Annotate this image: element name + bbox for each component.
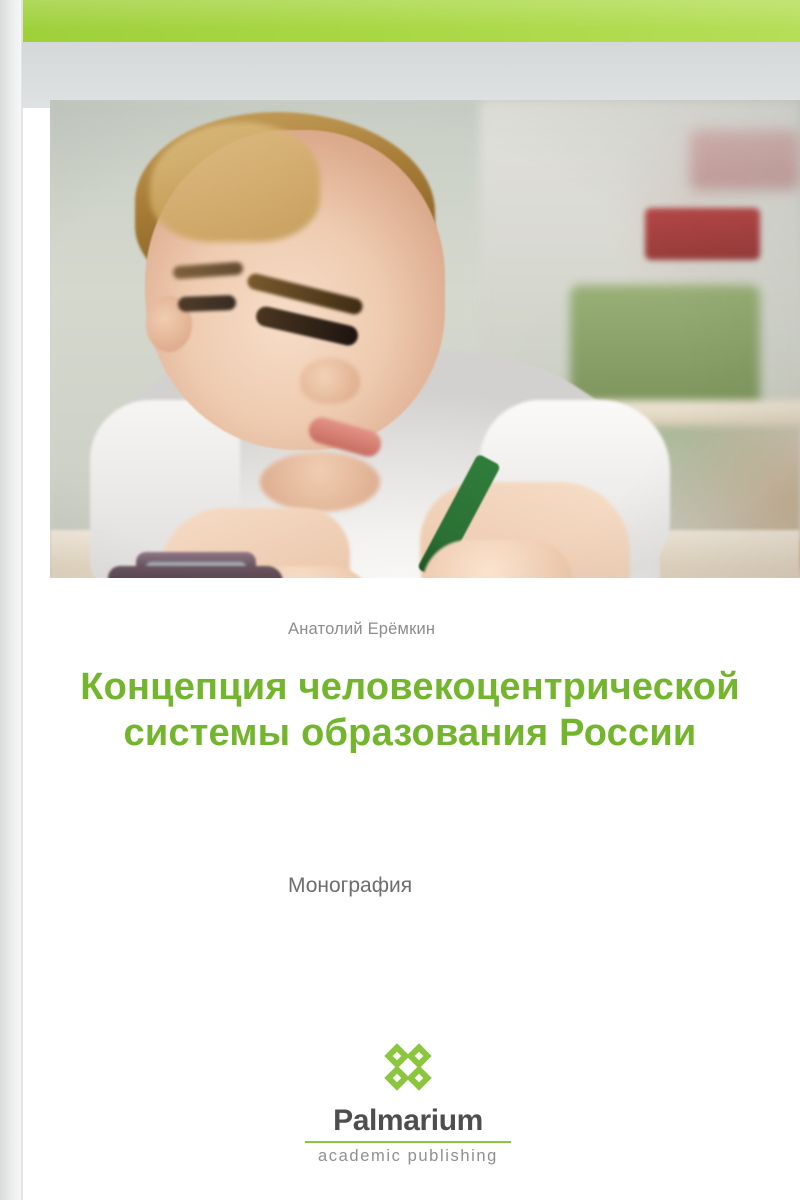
photo-backdrop xyxy=(22,42,800,108)
top-green-band xyxy=(0,0,800,42)
photo-vignette xyxy=(50,100,800,578)
author-name: Анатолий Ерёмкин xyxy=(288,620,436,638)
cover-photo xyxy=(50,100,800,578)
publisher-tagline: academic publishing xyxy=(318,1147,498,1165)
publisher-divider xyxy=(305,1141,511,1143)
subtitle: Монография xyxy=(288,874,413,897)
page-title: Концепция человекоцентрической системы образования России xyxy=(80,666,740,755)
publisher-name: Palmarium xyxy=(333,1104,483,1137)
book-spine xyxy=(0,0,22,1200)
publisher-block xyxy=(278,1036,538,1166)
top-band-gloss xyxy=(0,0,800,42)
spine-edge xyxy=(21,0,23,1200)
palmarium-diamond-logo-icon xyxy=(377,1036,439,1098)
